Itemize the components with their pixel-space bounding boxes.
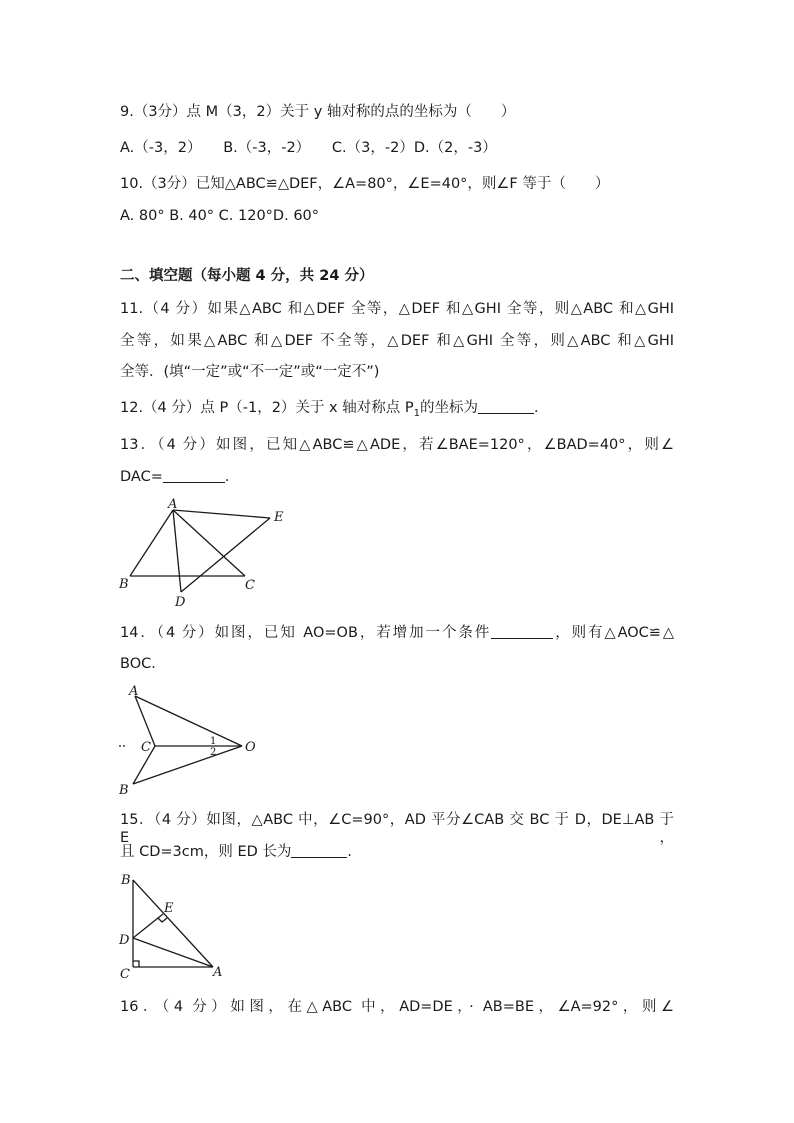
q14-label-c: C — [141, 740, 151, 755]
q13-answer-blank[interactable] — [163, 468, 225, 483]
q11-line1: 11.（4 分）如果△ABC 和△DEF 全等，△DEF 和△GHI 全等，则△ABC 和△GHI — [120, 301, 674, 317]
q10-options: A. 80° B. 40° C. 120°D. 60° — [120, 208, 320, 224]
q14-line1 — [120, 624, 674, 642]
q15-line2 — [120, 843, 362, 861]
q13-line1: 13．（4 分）如图，已知△ABC≌△ADE，若∠BAE=120°，∠BAD=40°，则∠ — [120, 437, 674, 453]
section-title: 二、填空题（每小题 4 分，共 24 分） — [120, 268, 374, 284]
q12-text-post: 的坐标为 — [419, 400, 478, 416]
q13-label-b: B — [119, 577, 129, 592]
q13-line2 — [120, 468, 239, 486]
q13-label-c: C — [245, 578, 255, 593]
q15-label-d: D — [119, 933, 130, 948]
q15-figure — [115, 870, 235, 982]
q13-seg-ad — [173, 510, 181, 592]
q13-end: ． — [224, 469, 240, 485]
q13-label-a: A — [168, 497, 178, 512]
q13-seg-ac — [173, 510, 245, 576]
q14-label-b: B — [119, 783, 129, 798]
q15-text: 且 CD=3cm，则 ED 长为 — [120, 844, 292, 860]
q11-line2: 全等，如果△ABC 和△DEF 不全等，△DEF 和△GHI 全等，则△ABC 和△GHI — [120, 333, 674, 349]
q13-label-d: D — [175, 595, 186, 610]
q14-label-angle1: 1 — [210, 736, 217, 747]
q15-seg-da — [133, 938, 213, 967]
q14-figure — [115, 684, 265, 799]
q9-stem: 9.（3分）点 M（3，2）关于 y 轴对称的点的坐标为（ ） — [120, 104, 516, 120]
q13-figure — [115, 496, 295, 611]
q16-line1: 16．（4 分）如图，在△ABC 中，AD=DE，· AB=BE，∠A=92°，则∠ — [120, 999, 674, 1015]
q15-line1: 15．（4 分）如图，△ABC 中，∠C=90°，AD 平分∠CAB 交 BC 于 D，DE⊥AB 于 E， — [120, 812, 674, 846]
q14-seg-ao — [135, 696, 242, 746]
q11-line3: 全等．(填“一定”或“不一定”或“一定不”) — [120, 364, 380, 380]
q13-label-e: E — [274, 510, 284, 525]
q15-label-b: B — [121, 873, 131, 888]
q15-right-angle-c — [133, 961, 139, 967]
q14-text: 14．（4 分）如图，已知 AO=OB，若增加一个条件 — [120, 625, 492, 641]
q15-end: ． — [347, 844, 362, 860]
q14-text-post: ，则有△AOC≌△ — [553, 625, 674, 641]
q12-end: ． — [533, 400, 549, 416]
q12-line — [120, 399, 548, 423]
q14-line2: BOC． — [120, 656, 166, 672]
q14-label-a: A — [129, 684, 139, 699]
q9-options: A.（-3，2） B.（-3，-2） C.（3，-2）D.（2，-3） — [120, 140, 497, 156]
q15-label-a: A — [213, 965, 223, 980]
q10-stem: 10.（3分）已知△ABC≌△DEF，∠A=80°，∠E=40°，则∠F 等于（ ） — [120, 176, 610, 192]
q14-label-angle2: 2 — [210, 747, 217, 758]
q15-label-c: C — [120, 967, 130, 982]
q14-answer-blank[interactable] — [491, 624, 553, 639]
q12-text: 12.（4 分）点 P（-1，2）关于 x 轴对称点 P — [120, 400, 414, 416]
q15-seg-ba — [133, 880, 213, 967]
q14-label-o: O — [245, 740, 256, 755]
q15-right-angle-e — [158, 918, 167, 922]
q12-subscript: 1 — [413, 407, 420, 419]
q12-answer-blank[interactable] — [478, 399, 534, 414]
q13-seg-ae — [173, 510, 270, 518]
q15-answer-blank[interactable] — [291, 843, 347, 858]
q13-text: DAC= — [120, 469, 163, 485]
q13-seg-ab — [130, 510, 173, 576]
q15-label-e: E — [164, 901, 174, 916]
